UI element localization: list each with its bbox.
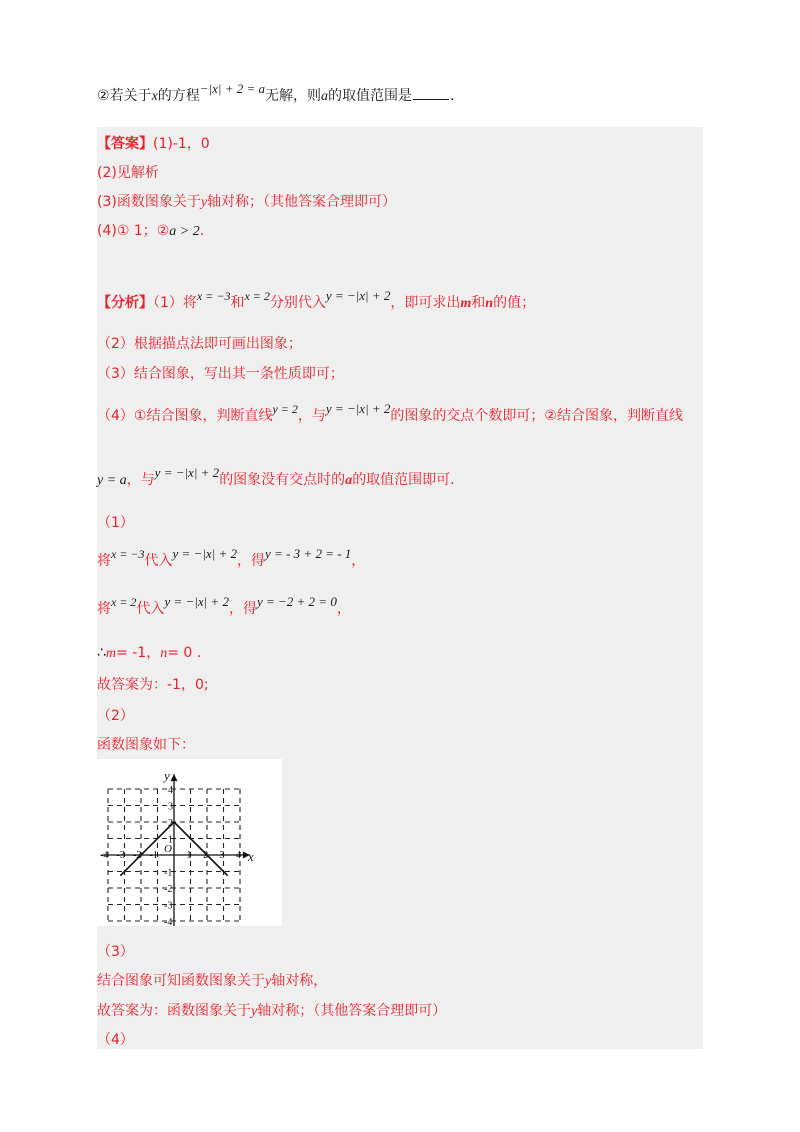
s3-l1-a: 结合图象可知函数图象关于 <box>97 973 265 989</box>
question-var-x: x <box>151 89 158 104</box>
x-axis-label: x <box>247 849 254 864</box>
analysis-l1-m2: x = 2 <box>244 289 270 303</box>
analysis-l1-e: 和 <box>471 295 486 311</box>
x-tick-label: -3 <box>116 850 125 861</box>
solution-4-heading <box>97 1029 134 1049</box>
analysis-line-3 <box>97 363 344 383</box>
analysis-l1-f: 的值； <box>493 295 536 311</box>
y-tick-label: -3 <box>164 900 173 912</box>
s3-l1-b: 轴对称， <box>271 973 328 989</box>
s1-l2-m3: y = −2 + 2 = 0 <box>256 594 337 609</box>
answer-p4-a: (4)① 1；② <box>97 223 170 239</box>
solution-1-line-3 <box>97 642 201 662</box>
analysis-l5-m1: y = a <box>97 473 127 488</box>
answer-line-3 <box>97 191 396 211</box>
solution-3-line-1 <box>97 970 327 990</box>
y-axis-arrow <box>171 774 178 781</box>
y-axis-label: y <box>164 768 170 784</box>
s1-l2-a: 将 <box>97 601 111 617</box>
y-tick-label: 2 <box>168 818 173 829</box>
question-line <box>97 81 455 105</box>
x-tick-label: 2 <box>203 850 208 861</box>
analysis-l4-m2: y = −|x| + 2 <box>325 401 391 416</box>
answer-p3-a: (3)函数图象关于 <box>97 194 201 210</box>
s3-l1-y: y <box>265 974 272 989</box>
x-tick-label: 3 <box>219 850 225 861</box>
s1-l2-m2: y = −|x| + 2 <box>164 594 229 609</box>
function-graph <box>97 759 282 926</box>
s1-l1-m3: y = - 3 + 2 = - 1 <box>265 546 352 561</box>
s1-l3-b: = -1， <box>116 645 161 661</box>
analysis-line-5 <box>97 465 455 489</box>
solution-3-heading <box>97 941 134 961</box>
s3-l2-b: 轴对称；（其他答案合理即可） <box>257 1003 447 1019</box>
s1-l3-c: = 0 . <box>167 645 202 661</box>
s1-l1-c: ，得 <box>237 553 266 569</box>
solution-1-answer <box>97 674 209 694</box>
analysis-l5-m2: y = −|x| + 2 <box>154 465 220 480</box>
analysis-l4-b: ，与 <box>297 408 326 424</box>
answer-line-4 <box>97 220 204 240</box>
solution-2-heading <box>97 705 134 725</box>
analysis-l3: （3）结合图象，写出其一条性质即可； <box>97 366 344 382</box>
s1-l1-d: ， <box>351 553 366 569</box>
analysis-l4-c: 的图象的交点个数即可；②结合图象，判断直线 <box>390 408 683 424</box>
analysis-l1-c: 分别代入 <box>269 295 326 311</box>
y-tick-label: 4 <box>168 785 173 796</box>
solution-3-line-2 <box>97 1000 446 1020</box>
y-tick-label: 1 <box>168 834 173 846</box>
s1-l3-n: n <box>160 646 168 661</box>
solution-2-text <box>97 734 195 754</box>
solution-1-heading <box>97 512 134 532</box>
solution-1-line-1 <box>97 546 366 570</box>
question-mid: 的方程 <box>157 88 200 104</box>
analysis-l1-a: （1）将 <box>153 295 197 311</box>
answer-p3-y: y <box>200 195 208 210</box>
s1-ans: 故答案为：-1，0; <box>97 677 209 693</box>
question-suffix-a: 无解，则 <box>265 88 322 104</box>
solution-1-label: （1） <box>97 515 134 531</box>
analysis-l1-d: ，即可求出 <box>390 295 461 311</box>
analysis-line-2 <box>97 333 302 353</box>
x-tick-label: 4 <box>236 850 241 861</box>
question-equation: −|x| + 2 = a <box>199 81 266 96</box>
answer-p2: (2)见解析 <box>97 165 159 181</box>
analysis-l1-m3: y = −|x| + 2 <box>325 288 391 303</box>
answer-p1: (1)-1，0 <box>153 136 210 152</box>
answer-p4-end: . <box>199 223 205 239</box>
question-end: . <box>450 88 455 104</box>
analysis-l4-m1: y = 2 <box>272 402 298 416</box>
s1-l1-m1: x = −3 <box>111 547 145 561</box>
s1-l2-c: ，得 <box>228 601 257 617</box>
question-var-a: a <box>321 89 329 104</box>
x-tick-label: -1 <box>149 850 158 861</box>
y-tick-label: -2 <box>164 884 173 895</box>
analysis-l5-b: 的图象没有交点时的 <box>219 472 346 488</box>
s1-l1-m2: y = −|x| + 2 <box>172 546 238 561</box>
question-suffix-b: 的取值范围是 <box>328 88 413 104</box>
solution-4-label: （4） <box>97 1032 134 1048</box>
s1-l1-a: 将 <box>97 553 111 569</box>
answer-p3-b: 轴对称；（其他答案合理即可） <box>207 194 397 210</box>
analysis-l2: （2）根据描点法即可画出图象； <box>97 336 302 352</box>
analysis-l5-c: 的取值范围即可. <box>352 472 455 488</box>
analysis-l1-m1: x = −3 <box>196 289 231 303</box>
s1-l2-d: ， <box>336 601 351 617</box>
analysis-label: 【分析】 <box>97 295 153 311</box>
answer-line-1 <box>97 133 210 153</box>
solution-1-line-2 <box>97 594 351 618</box>
analysis-l5-a: ，与 <box>126 472 155 488</box>
s1-l2-m1: x = 2 <box>111 595 137 609</box>
analysis-l1-m: m <box>460 296 472 311</box>
answer-line-2 <box>97 162 159 182</box>
answer-blank <box>413 89 449 100</box>
analysis-l1-b: 和 <box>230 295 245 311</box>
analysis-l4-a: （4）①结合图象，判断直线 <box>97 408 273 424</box>
question-prefix: ②若关于 <box>97 88 152 104</box>
s2-text: 函数图象如下： <box>97 737 195 753</box>
analysis-l1-n: n <box>485 296 494 311</box>
therefore-symbol: ∴ <box>97 645 106 661</box>
origin-label: O <box>164 843 172 855</box>
y-tick-label: -4 <box>164 917 173 926</box>
analysis-l5-av: a <box>345 473 353 488</box>
answer-p4-math: a > 2 <box>169 224 200 239</box>
x-tick-label: 1 <box>186 850 192 861</box>
x-tick-label: -2 <box>133 850 142 861</box>
solution-3-label: （3） <box>97 944 134 960</box>
y-tick-label: -1 <box>164 867 173 879</box>
graph-svg <box>97 759 282 926</box>
analysis-line-1 <box>97 288 536 312</box>
s3-l2-y: y <box>251 1004 258 1019</box>
analysis-line-4 <box>97 401 683 425</box>
s1-l1-b: 代入 <box>144 553 173 569</box>
answer-label: 【答案】 <box>97 136 153 152</box>
x-tick-label: -4 <box>100 850 109 861</box>
s3-l2-a: 故答案为：函数图象关于 <box>97 1003 251 1019</box>
y-tick-label: 3 <box>168 801 173 813</box>
s1-l3-m: m <box>105 646 117 661</box>
s1-l2-b: 代入 <box>136 601 165 617</box>
solution-2-label: （2） <box>97 708 134 724</box>
